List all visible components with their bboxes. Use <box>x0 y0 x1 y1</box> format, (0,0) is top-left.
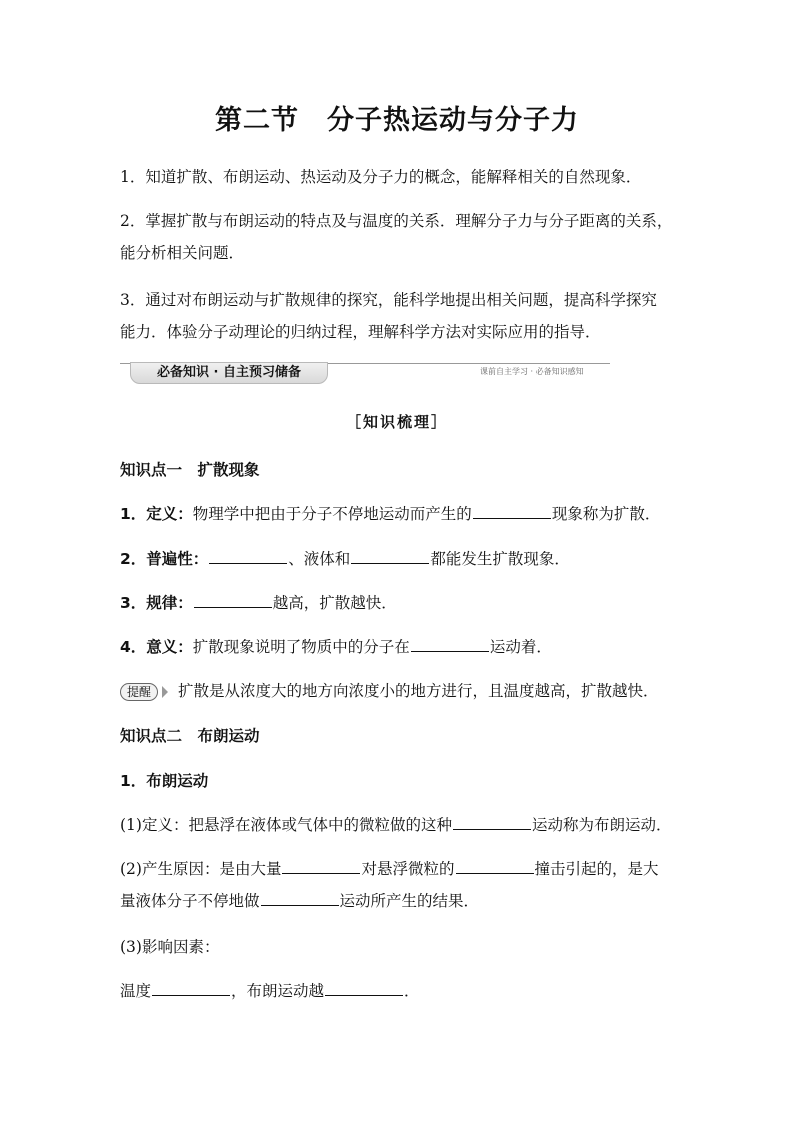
objective-3-line1: 3．通过对布朗运动与扩散规律的探究，能科学地提出相关问题，提高科学探究 <box>120 291 657 309</box>
item-lead: (1)定义： <box>120 816 189 834</box>
item-text: 量液体分子不停地做 <box>120 892 260 910</box>
item-text: 是由大量 <box>219 860 282 878</box>
kp2-factors-heading: (3)影响因素： <box>120 938 220 956</box>
objective-2-line2: 能分析相关问题． <box>120 244 245 262</box>
kp2-factors <box>120 979 420 1001</box>
item-lead: 1．定义： <box>120 505 193 523</box>
item-text: 把悬浮在液体或气体中的微粒做的这种 <box>188 816 452 834</box>
kp1-tip <box>120 679 659 701</box>
item-text: 现象称为扩散． <box>551 505 661 523</box>
kp2-definition <box>120 813 672 835</box>
answer-blank[interactable] <box>152 981 230 996</box>
item-lead: (2)产生原因： <box>120 860 220 878</box>
item-text: 、液体和 <box>288 550 351 568</box>
item-lead: 4．意义： <box>120 638 193 656</box>
kp1-item-4 <box>120 635 552 657</box>
objective-1: 1．知道扩散、布朗运动、热运动及分子力的概念，能解释相关的自然现象． <box>120 168 642 186</box>
banner-subtitle: 课前自主学习 · 必备知识感知 <box>480 367 584 376</box>
section-heading: ［知识梳理］ <box>345 413 448 431</box>
section-banner: 必备知识 · 自主预习储备 <box>130 362 328 384</box>
kp1-heading: 知识点一 扩散现象 <box>120 461 260 479</box>
kp2-subheading: 1．布朗运动 <box>120 772 209 790</box>
item-text: 对悬浮微粒的 <box>361 860 455 878</box>
kp2-cause-line2 <box>120 889 479 911</box>
objective-2-line1: 2．掌握扩散与布朗运动的特点及与温度的关系．理解分子力与分子距离的关系， <box>120 212 673 230</box>
item-text: 物理学中把由于分子不停地运动而产生的 <box>192 505 472 523</box>
item-lead: 3．规律： <box>120 594 193 612</box>
kp2-cause-line1 <box>120 857 659 879</box>
item-text: ． <box>404 982 420 1000</box>
item-text: 运动所产生的结果． <box>339 892 480 910</box>
item-text: 温度 <box>120 982 152 1000</box>
item-text: 运动着． <box>489 638 552 656</box>
tip-arrow-icon <box>162 686 168 698</box>
item-text: 越高，扩散越快． <box>272 594 397 612</box>
answer-blank[interactable] <box>453 815 531 830</box>
item-text: 都能发生扩散现象． <box>430 550 570 568</box>
kp1-item-1 <box>120 502 660 524</box>
answer-blank[interactable] <box>194 593 272 608</box>
answer-blank[interactable] <box>325 981 403 996</box>
answer-blank[interactable] <box>473 504 551 519</box>
item-text: ，布朗运动越 <box>231 982 325 1000</box>
answer-blank[interactable] <box>411 637 489 652</box>
answer-blank[interactable] <box>456 859 534 874</box>
item-text: 扩散现象说明了物质中的分子在 <box>192 638 410 656</box>
item-text: 撞击引起的，是大 <box>534 860 659 878</box>
kp2-heading: 知识点二 布朗运动 <box>120 727 260 745</box>
item-lead: 2．普遍性： <box>120 550 209 568</box>
answer-blank[interactable] <box>261 891 339 906</box>
tip-badge: 提醒 <box>120 683 158 701</box>
answer-blank[interactable] <box>351 549 429 564</box>
tip-text: 扩散是从浓度大的地方向浓度小的地方进行，且温度越高，扩散越快． <box>178 682 659 700</box>
kp1-item-3 <box>120 591 397 613</box>
answer-blank[interactable] <box>282 859 360 874</box>
objective-3-line2: 能力．体验分子动理论的归纳过程，理解科学方法对实际应用的指导． <box>120 323 601 341</box>
page-title: 第二节 分子热运动与分子力 <box>215 105 579 136</box>
answer-blank[interactable] <box>209 549 287 564</box>
item-text: 运动称为布朗运动． <box>531 816 672 834</box>
kp1-item-2 <box>120 547 570 569</box>
